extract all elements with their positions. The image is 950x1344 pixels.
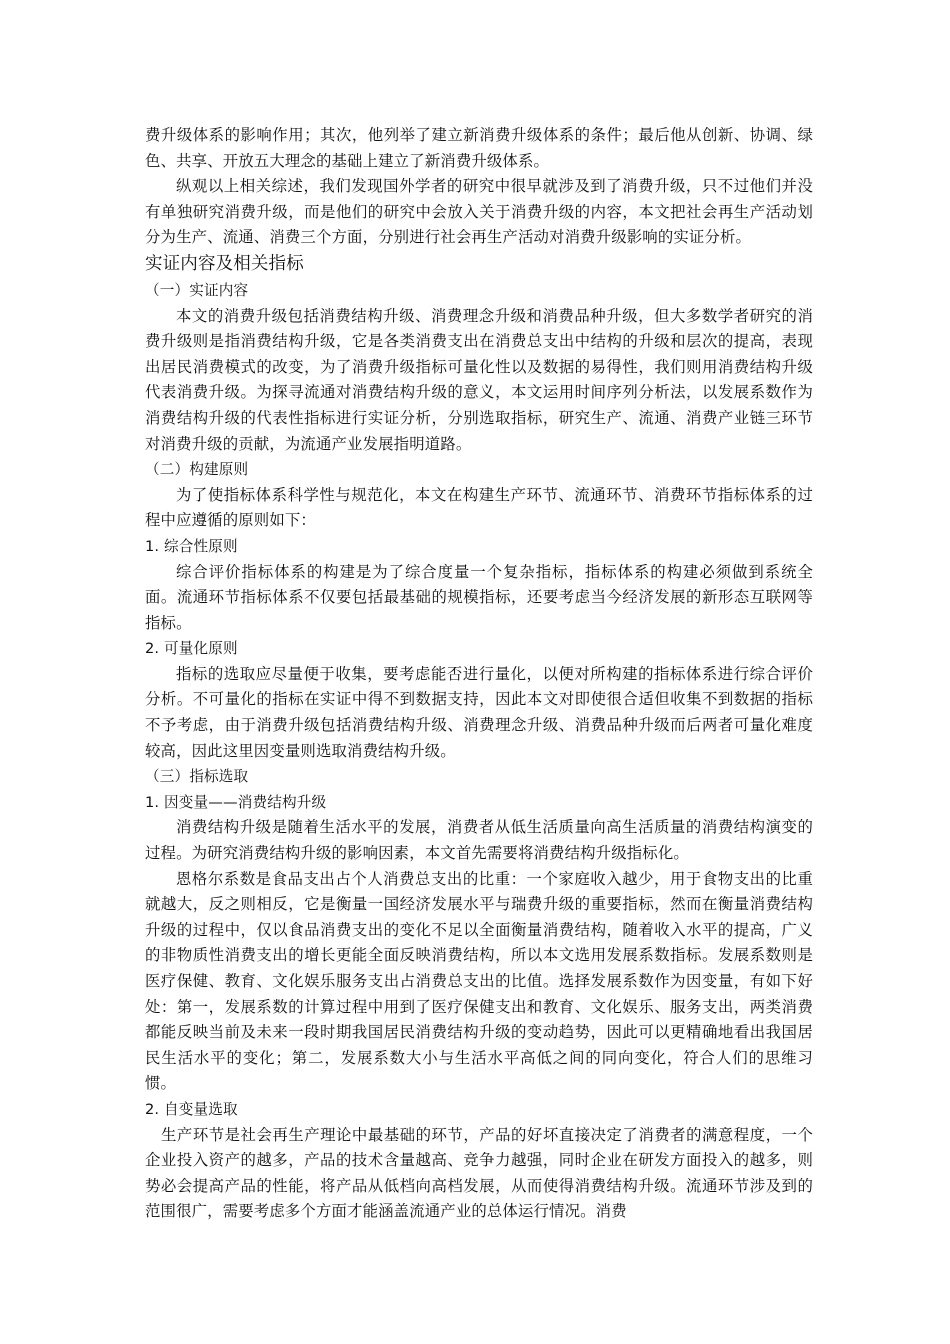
paragraph-principles: 为了使指标体系科学性与规范化，本文在构建生产环节、流通环节、消费环节指标体系的过程中应遵循的原则如下：	[145, 485, 813, 530]
paragraph-independent-variable: 生产环节是社会再生产理论中最基础的环节，产品的好坏直接决定了消费者的满意程度，一个企业投入资产的越多，产品的技术含量越高、竞争力越强，同时企业在研发方面投入的越多，则势必会提高产品的性能，将产品从低档向高档发展，从而使得消费结构升级。流通环节涉及到的范围很广，需要考虑多个方面才能涵盖流通产业的总体运行情况。消费	[145, 1125, 813, 1221]
paragraph-consumption-structure: 消费结构升级是随着生活水平的发展，消费者从低生活质量向高生活质量的消费结构演变的过程。为研究消费结构升级的影响因素，本文首先需要将消费结构升级指标化。	[145, 818, 813, 863]
paragraph-review: 纵观以上相关综述，我们发现国外学者的研究中很早就涉及到了消费升级，只不过他们并没有单独研究消费升级，而是他们的研究中会放入关于消费升级的内容，本文把社会再生产活动划分为生产、流通、消费三个方面，分别进行社会再生产活动对消费升级影响的实证分析。	[145, 177, 813, 247]
numbered-heading-comprehensive: 1. 综合性原则	[145, 537, 238, 555]
document-body	[145, 123, 813, 1225]
subheading-principles: （二）构建原则	[145, 461, 249, 479]
section-heading: 实证内容及相关指标	[145, 253, 304, 274]
paragraph-intro-continued: 费升级体系的影响作用；其次，他列举了建立新消费升级体系的条件；最后他从创新、协调、绿色、共享、开放五大理念的基础上建立了新消费升级体系。	[145, 126, 813, 170]
subheading-empirical-content: （一）实证内容	[145, 281, 249, 299]
numbered-heading-quantifiable: 2. 可量化原则	[145, 640, 238, 658]
paragraph-empirical-content: 本文的消费升级包括消费结构升级、消费理念升级和消费品种升级，但大多数学者研究的消费升级则是指消费结构升级，它是各类消费支出在消费总支出中结构的升级和层次的提高，表现出居民消费模式的改变，为了消费升级指标可量化性以及数据的易得性，我们则用消费结构升级代表消费升级。为探寻流通对消费结构升级的意义，本文运用时间序列分析法，以发展系数作为消费结构升级的代表性指标进行实证分析，分别选取指标，研究生产、流通、消费产业链三环节对消费升级的贡献，为流通产业发展指明道路。	[145, 306, 813, 453]
numbered-heading-dependent-variable: 1. 因变量——消费结构升级	[145, 793, 327, 811]
numbered-heading-independent-variable: 2. 自变量选取	[145, 1100, 238, 1118]
paragraph-engel-coefficient: 恩格尔系数是食品支出占个人消费总支出的比重：一个家庭收入越少，用于食物支出的比重就越大，反之则相反，它是衡量一国经济发展水平与瑞费升级的重要指标，然而在衡量消费结构升级的过程中，仅以食品消费支出的变化不足以全面衡量消费结构，随着收入水平的提高，广义的非物质性消费支出的增长更能全面反映消费结构，所以本文选用发展系数指标。发展系数则是医疗保健、教育、文化娱乐服务支出占消费总支出的比值。选择发展系数作为因变量，有如下好处：第一，发展系数的计算过程中用到了医疗保健支出和教育、文化娱乐、服务支出，两类消费都能反映当前及未来一段时期我国居民消费结构升级的变动趋势，因此可以更精确地看出我国居民生活水平的变化；第二，发展系数大小与生活水平高低之间的同向变化，符合人们的思维习惯。	[145, 869, 813, 1093]
paragraph-quantifiable: 指标的选取应尽量便于收集，要考虑能否进行量化，以便对所构建的指标体系进行综合评价分析。不可量化的指标在实证中得不到数据支持，因此本文对即使很合适但收集不到数据的指标不予考虑，由于消费升级包括消费结构升级、消费理念升级、消费品种升级而后两者可量化难度较高，因此这里因变量则选取消费结构升级。	[145, 664, 813, 760]
paragraph-comprehensive: 综合评价指标体系的构建是为了综合度量一个复杂指标，指标体系的构建必须做到系统全面。流通环节指标体系不仅要包括最基础的规模指标，还要考虑当今经济发展的新形态互联网等指标。	[145, 562, 813, 632]
subheading-indicator-selection: （三）指标选取	[145, 768, 249, 786]
